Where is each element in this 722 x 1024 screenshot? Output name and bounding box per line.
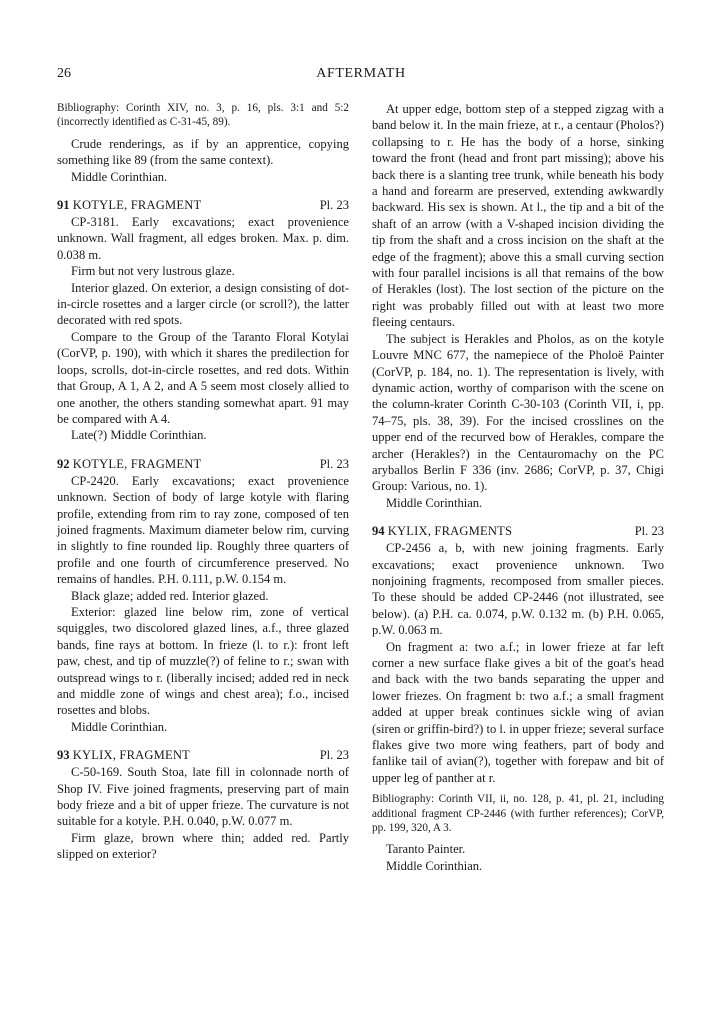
intro-date: Middle Corinthian. (71, 169, 168, 184)
entry-93-date: Middle Corinthian. (386, 495, 483, 510)
right-column (372, 101, 664, 874)
entry-94-title: KYLIX, FRAGMENTS (387, 524, 513, 539)
entry-92-heading (57, 456, 349, 473)
entry-92-title: KOTYLE, FRAGMENT (72, 456, 202, 471)
entry-92-date: Middle Corinthian. (71, 719, 168, 734)
entry-92-plate: Pl. 23 (319, 456, 349, 471)
entry-91-description: CP-3181. Early excavations; exact provenience unknown. Wall fragment, all edges broken. Max. p. dim. 0.038 m. (57, 215, 349, 262)
entry-91-title: KOTYLE, FRAGMENT (72, 198, 202, 213)
entry-94-heading (372, 523, 664, 540)
entry-94-attribution: Taranto Painter. (386, 842, 466, 857)
entry-91-decoration: Interior glazed. On exterior, a design consisting of dot-in-circle rosettes and a larger circle (or scroll?), the latter decorated with red spots. (57, 280, 349, 328)
intro-bibliography: Bibliography: Corinth XIV, no. 3, p. 16, pls. 3:1 and 5:2 (incorrectly identified as C-31-45, 89). (57, 102, 349, 129)
entry-93-description: C-50-169. South Stoa, late fill in colonnade north of Shop IV. Five joined fragments, preserving part of main body frieze and a bit of upper frieze. The curvature is not suitable for a kotyle. P.H. 0.040, p.W. 0.077 m. (57, 765, 349, 829)
entry-94-decoration: On fragment a: two a.f.; in lower frieze at far left corner a new surface flake gives a bit of the goat's head and back with the two bands separating the upper and lower friezes. On fragment b: two a.f.; a small fragment added at upper break continues sickle wing of avian (siren or griffin-bird?) to l. in upper frieze; several surface flakes give two more wing feathers, part of body and fanlike tail of avian(?), together with forepaw and bit of upper leg of panther at r. (372, 639, 664, 785)
entry-91-comparison: Compare to the Group of the Taranto Floral Kotylai (CorVP, p. 190), with which it shares the predilection for loops, scrolls, dot-in-circle rosettes, and red dots. Within that Group, A 1, A 2, and A 5 seem most closely allied to one another, the others standing somewhat apart. 91 may be compared with A 4. (57, 329, 349, 426)
entry-94-bibliography: Bibliography: Corinth VII, ii, no. 128, p. 41, pl. 21, including additional fragment CP-2446 (with further references); CorVP, pp. 199, 320, A 3. (372, 793, 664, 835)
entry-91-plate: Pl. 23 (319, 198, 349, 213)
entry-91-date: Late(?) Middle Corinthian. (71, 428, 207, 443)
entry-93-plate: Pl. 23 (319, 748, 349, 763)
entry-92-decoration: Exterior: glazed line below rim, zone of vertical squiggles, two discolored glazed lines, a.f., three glazed bands, fine rays at bottom. In frieze (l. to r.): front left paw, chest, and tip of muzzle(?) of feline to r.; swan with outspread wings to r. (liberally incised; added red in neck and middle zone of wings and chest area); f.o., incised rosettes and blobs. (57, 604, 349, 718)
entry-93-number: 93 (57, 748, 70, 763)
entry-92-description: CP-2420. Early excavations; exact provenience unknown. Section of body of large kotyle with flaring profile, extending from rim to ray zone, composed of ten joined fragments. Maximum diameter below rim, curving in slightly to fine rounded lip. Roughly three quarters of profile and one fourth of circumference preserved. No remains of handles. P.H. 0.111, p.W. 0.154 m. (57, 473, 349, 587)
entry-91-number: 91 (57, 198, 70, 213)
entry-92-glaze: Black glaze; added red. Interior glazed. (71, 588, 269, 603)
entry-93-title: KYLIX, FRAGMENT (72, 748, 191, 763)
entry-93-discussion: The subject is Herakles and Pholos, as on the kotyle Louvre MNC 677, the namepiece of the Pholoë Painter (CorVP, p. 184, no. 1). The representation is lively, with dynamic action, worthy of comparison with the scene on the column-krater Corinth C-30-103 (Corinth VII, i, pp. 74–75, pls. 38, 39). For the incised crosslines on the upper end of the recurved bow of Herakles, compare the archer (Herakles?) in the Centauromachy on the PC aryballos Berlin F 336 (inv. 2686; CorVP, p. 37, Chigi Group: Various, no. 1). (372, 331, 664, 494)
entry-93-decoration: At upper edge, bottom step of a stepped zigzag with a band below it. In the main frieze, at r., a centaur (Pholos?) collapsing to r. He has the body of a horse, sinking toward the front (head and front part missing); above his back there is a slanting tree trunk, while beneath his body a hand and forearm are preserved, extending awkwardly backward. His sex is shown. At l., the tip and a bit of the shaft of an arrow (with a V-shaped incision dividing the tip from the shaft and a cross incision on the shaft at the edge of the fragment); above this a small curving section with four parallel incisions is all that remains of the bow of Herakles (lost). The lost section of the picture on the right was probably filled out with at least two more fleeing centaurs. (372, 102, 664, 330)
entry-94-plate: Pl. 23 (634, 524, 664, 539)
entry-92-number: 92 (57, 456, 70, 471)
page-header (57, 66, 665, 86)
page-number: 26 (57, 66, 71, 81)
running-title: AFTERMATH (316, 66, 406, 81)
entry-93-glaze: Firm glaze, brown where thin; added red. Partly slipped on exterior? (57, 830, 349, 862)
left-column (57, 101, 349, 863)
entry-94-number: 94 (372, 524, 385, 539)
entry-91-heading (57, 197, 349, 214)
intro-paragraph: Crude renderings, as if by an apprentice, copying something like 89 (from the same context). (57, 136, 349, 168)
entry-91-glaze: Firm but not very lustrous glaze. (71, 264, 235, 279)
entry-94-date: Middle Corinthian. (386, 858, 483, 873)
entry-94-description: CP-2456 a, b, with new joining fragments. Early excavations; exact provenience unknown. Two nonjoining fragments, recomposed from smaller pieces. To these should be added CP-2446 (not illustrated, see below). (a) P.H. ca. 0.074, p.W. 0.132 m. (b) P.H. 0.065, p.W. 0.063 m. (372, 541, 664, 638)
entry-93-heading (57, 747, 349, 764)
